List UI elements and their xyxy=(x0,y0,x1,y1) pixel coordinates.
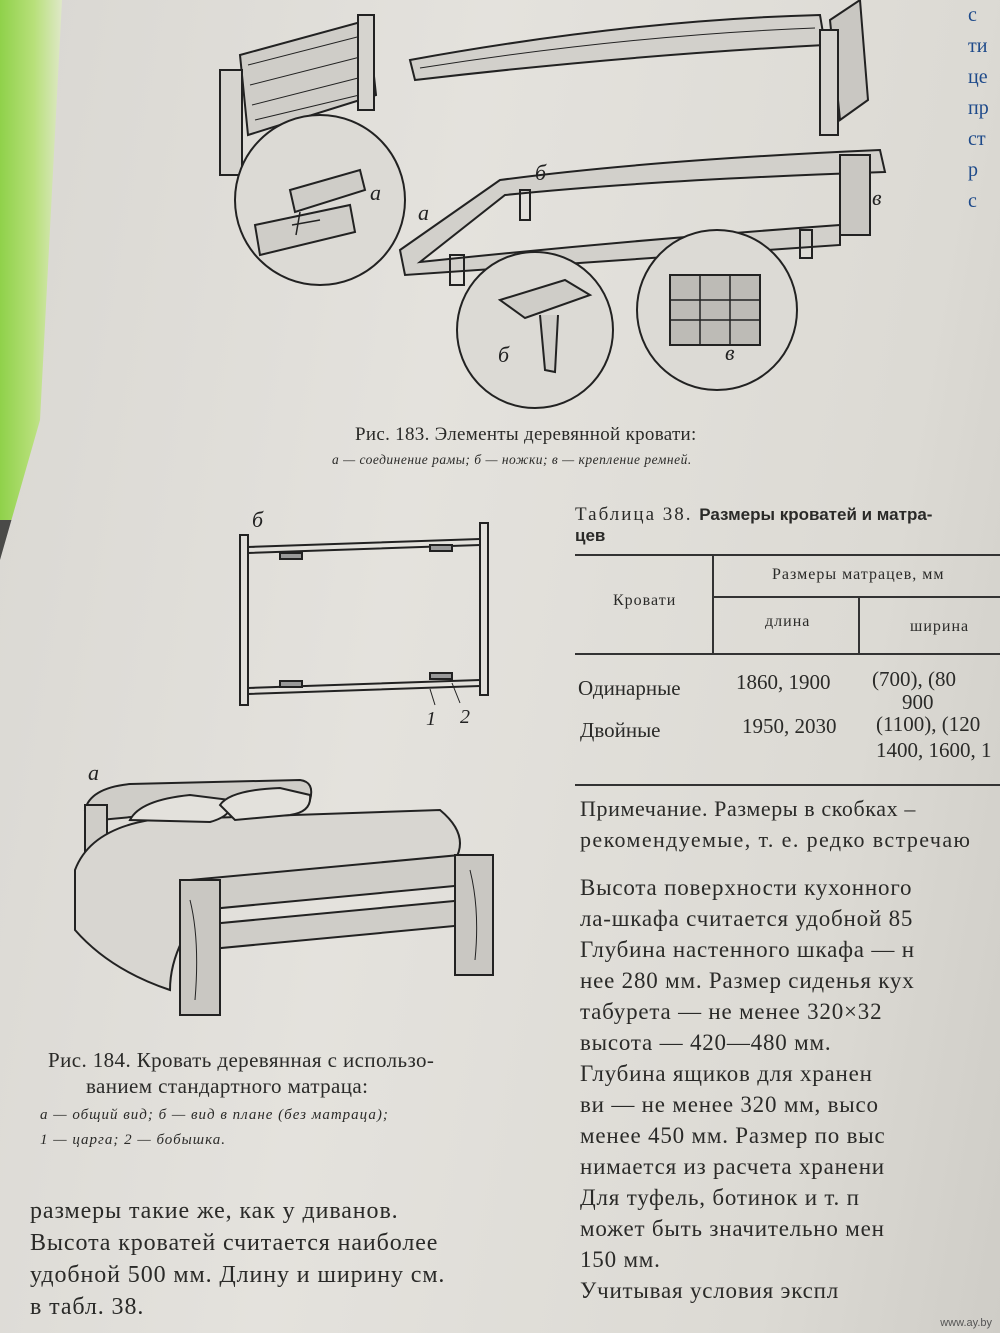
text-line: ла-шкафа считается удобной 85 xyxy=(580,906,914,931)
fragment: пр xyxy=(968,97,989,119)
table-rule-top xyxy=(575,554,1000,556)
text-line: нимается из расчета хранени xyxy=(580,1154,885,1179)
table-header-length: длина xyxy=(765,613,811,630)
table-rule-bottom xyxy=(575,784,1000,786)
fig183-label-b1: б xyxy=(535,160,547,185)
table-header-beds: Кровати xyxy=(613,592,677,609)
fig183-caption: Рис. 183. Элементы деревянной кровати: xyxy=(355,424,697,445)
fig184-caption-line1: Рис. 184. Кровать деревянная с использо- xyxy=(48,1048,435,1072)
table38-title-cont: цев xyxy=(575,526,606,545)
fig184-label-b: б xyxy=(252,507,264,532)
table-row-2-length: 1950, 2030 xyxy=(742,714,837,738)
fig183-label-v1: в xyxy=(872,185,882,210)
text-line: нее 280 мм. Размер сиденья кух xyxy=(580,968,915,993)
text-line: удобной 500 мм. Длину и ширину см. xyxy=(30,1262,446,1288)
left-column-text xyxy=(30,1195,445,1323)
fig184-label-a: а xyxy=(88,760,99,785)
table38-note-line1: Примечание. Размеры в скобках – xyxy=(580,796,916,821)
figure-184-bed xyxy=(60,760,520,1025)
text-line: высота — 420—480 мм. xyxy=(580,1030,832,1055)
fig183-label-v2: в xyxy=(725,340,735,365)
fig183-label-a1: а xyxy=(370,180,381,205)
fig183-label-b2: б xyxy=(498,342,510,367)
table-rule-head xyxy=(575,653,1000,655)
table-vrule-1 xyxy=(712,554,714,654)
text-line: в табл. 38. xyxy=(30,1294,145,1320)
table-row-1-length: 1860, 1900 xyxy=(736,670,831,694)
fig184-sub-line1: а — общий вид; б — вид в плане (без матраца); xyxy=(40,1107,389,1123)
fig184-subcaption xyxy=(40,1103,389,1153)
table-header-group: Размеры матрацев, мм xyxy=(772,566,945,583)
table38-note-line2: рекомендуемые, т. е. редко встречаю xyxy=(580,827,972,852)
table-row-1-width-2: 900 xyxy=(902,690,934,714)
text-line: Учитывая условия экспл xyxy=(580,1278,840,1303)
fragment: р xyxy=(968,159,978,181)
text-line: ви — не менее 320 мм, высо xyxy=(580,1092,879,1117)
text-line: Для туфель, ботинок и т. п xyxy=(580,1185,860,1210)
figure-184-plan xyxy=(230,505,500,730)
text-line: может быть значительно мен xyxy=(580,1216,885,1241)
text-line: Высота поверхности кухонного xyxy=(580,875,913,900)
table38-title-prefix: Таблица 38. xyxy=(575,504,693,525)
fragment: ст xyxy=(968,128,986,150)
fig184-label-1: 1 xyxy=(426,708,436,730)
text-line: Высота кроватей считается наиболее xyxy=(30,1230,439,1256)
table-row-1-type: Одинарные xyxy=(578,676,681,700)
fragment: с xyxy=(968,4,977,26)
table-row-2-width: (1100), (120 xyxy=(876,712,981,736)
text-line: размеры такие же, как у диванов. xyxy=(30,1198,399,1224)
text-line: Глубина настенного шкафа — н xyxy=(580,937,915,962)
table38-title xyxy=(575,504,932,526)
figure-183-drawing xyxy=(200,0,1000,420)
text-line: 150 мм. xyxy=(580,1247,661,1272)
text-line: Глубина ящиков для хранен xyxy=(580,1061,873,1086)
fig184-caption-line2: ванием стандартного матраца: xyxy=(86,1074,369,1098)
text-line: табурета — не менее 320×32 xyxy=(580,999,883,1024)
table-row-2-type: Двойные xyxy=(580,718,661,742)
fig184-sub-line2: 1 — царга; 2 — бобышка. xyxy=(40,1132,227,1148)
fig184-caption xyxy=(48,1047,434,1099)
fragment: с xyxy=(968,190,977,212)
fragment: це xyxy=(968,66,988,88)
fig184-label-2: 2 xyxy=(460,706,470,728)
table38-title-bold: Размеры кроватей и матра- xyxy=(699,505,933,524)
table-rule-mid xyxy=(712,596,1000,598)
fragment: ти xyxy=(968,35,988,57)
table-row-1-width: (700), (80 xyxy=(872,667,956,691)
fig183-subcaption: а — соединение рамы; б — ножки; в — крепление ремней. xyxy=(332,452,692,467)
facing-page-fragments xyxy=(968,0,989,217)
table-vrule-2 xyxy=(858,596,860,654)
table-header-width: ширина xyxy=(910,618,970,635)
text-line: менее 450 мм. Размер по выс xyxy=(580,1123,886,1148)
watermark: www.ay.by xyxy=(940,1317,992,1329)
fig183-label-a2: а xyxy=(418,200,429,225)
table-row-2-width-2: 1400, 1600, 1 xyxy=(876,738,992,762)
right-column-text xyxy=(580,872,915,1306)
